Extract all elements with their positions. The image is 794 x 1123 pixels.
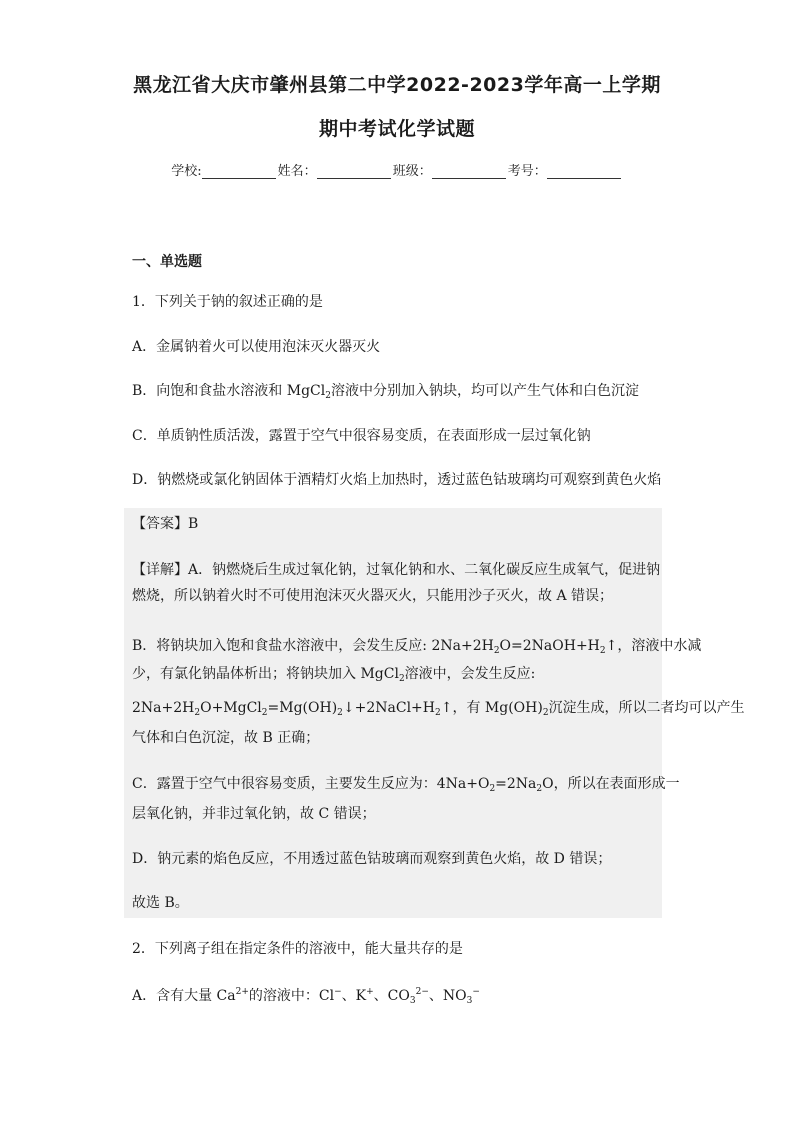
exam-title-line2: 期中考试化学试题 <box>318 118 475 140</box>
q1-answer: 【答案】B <box>132 516 199 532</box>
q1-detail-b-line4: 气体和白色沉淀，故 B 正确； <box>132 730 320 746</box>
exam-number-blank[interactable] <box>547 164 621 179</box>
q1-detail-c-line2: 层氧化钠，并非过氧化钠，故 C 错误； <box>132 806 376 822</box>
q1-option-d: D．钠燃烧或氯化钠固体于酒精灯火焰上加热时，透过蓝色钴玻璃均可观察到黄色火焰 <box>132 472 662 488</box>
q1-option-a: A．金属钠着火可以使用泡沫灭火器灭火 <box>132 339 381 355</box>
q1-detail-a-line2: 燃烧，所以钠着火时不可使用泡沫灭火器灭火，只能用沙子灭火，故 A 错误； <box>132 588 614 604</box>
q1-detail-d: D．钠元素的焰色反应，不用透过蓝色钴玻璃而观察到黄色火焰，故 D 错误； <box>132 851 612 867</box>
exam-title-line1: 黑龙江省大庆市肇州县第二中学2022-2023学年高一上学期 <box>133 74 661 96</box>
q1-option-b: B．向饱和食盐水溶液和 MgCl$_2$溶液中分别加入钠块，均可以产生气体和白色沉淀 <box>132 383 639 401</box>
school-label: 学校: <box>171 164 202 179</box>
q2-option-a: A．含有大量 $Ca^{2+}$的溶液中：Cl−、K+、$CO_3^{2-}$、$NO_3^-$ <box>132 987 480 1006</box>
student-info-row <box>0 160 794 179</box>
name-blank[interactable] <box>317 164 391 179</box>
q1-detail-b-line2: 少，有氯化钠晶体析出；将钠块加入 MgCl$_2$溶液中，会发生反应: <box>132 666 536 684</box>
class-label: 班级： <box>392 164 432 179</box>
q1-option-c: C．单质钠性质活泼，露置于空气中很容易变质，在表面形成一层过氧化钠 <box>132 428 591 444</box>
q2-stem: 2．下列离子组在指定条件的溶液中，能大量共存的是 <box>132 941 463 957</box>
q1-detail-b-line3: $2Na+2H_2O+MgCl_2=Mg(OH)_2↓+2NaCl+H_2↑$，有 $Mg(OH)_2$沉淀生成，所以二者均可以产生 <box>132 700 745 718</box>
q1-conclusion: 故选 B。 <box>132 895 189 911</box>
q1-detail-b-line1: B．将钠块加入饱和食盐水溶液中，会发生反应: $2Na+2H_2O=2NaOH+H_2↑$，溶液中水减 <box>132 638 702 656</box>
school-blank[interactable] <box>202 164 276 179</box>
exam-number-label: 考号： <box>507 164 547 179</box>
section-heading: 一、单选题 <box>132 254 202 270</box>
q1-detail-c-line1: C．露置于空气中很容易变质，主要发生反应为：$4Na+O_2=2Na_2O$，所以在表面形成一 <box>132 776 680 794</box>
q1-detail-a-line1: 【详解】A．钠燃烧后生成过氧化钠，过氧化钠和水、二氧化碳反应生成氧气，促进钠 <box>132 562 661 578</box>
name-label: 姓名： <box>277 164 317 179</box>
q1-stem: 1．下列关于钠的叙述正确的是 <box>132 294 323 310</box>
class-blank[interactable] <box>432 164 506 179</box>
